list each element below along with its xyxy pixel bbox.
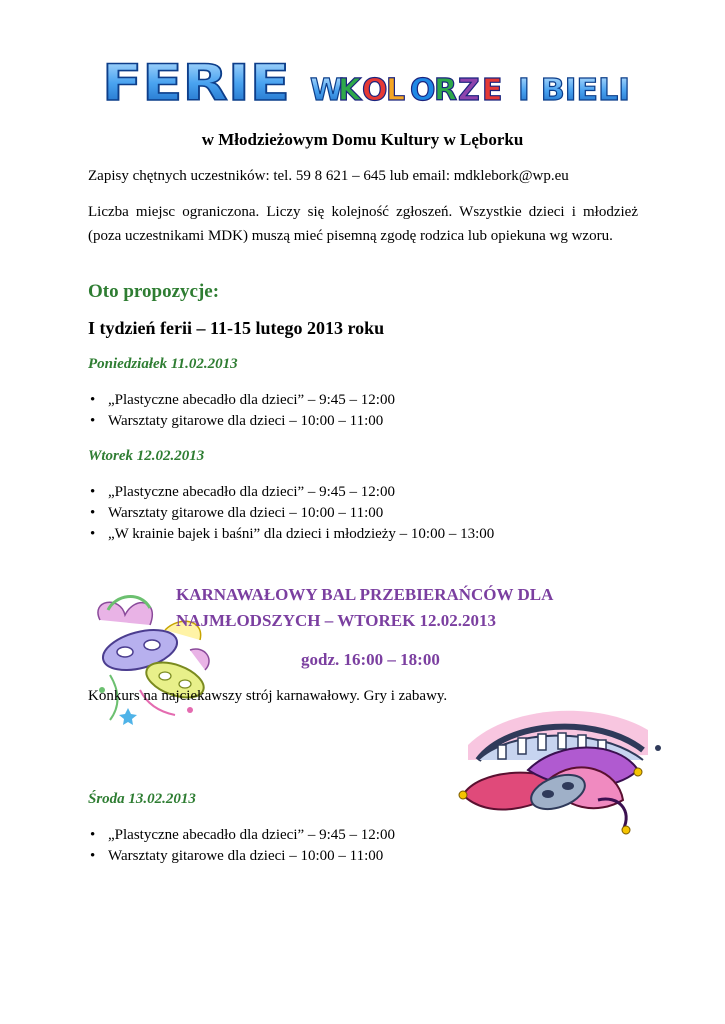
bullet-icon: • bbox=[90, 827, 96, 843]
info-paragraph: Liczba miejsc ograniczona. Liczy się kolejność zgłoszeń. Wszystkie dzieci i młodzież (poza uczestnikami MDK) muszą mieć pisemną zgodę rodzica lub opiekuna wg wzoru. bbox=[88, 204, 638, 244]
subtitle: w Młodzieżowym Domu Kultury w Lęborku bbox=[201, 130, 524, 149]
bullet-icon: • bbox=[90, 392, 96, 408]
venice-carnival-icon bbox=[448, 700, 670, 840]
event-text: „Plastyczne abecadło dla dzieci” – 9:45 – 12:00 bbox=[108, 827, 395, 843]
title-letter: R bbox=[434, 73, 458, 108]
list-item bbox=[88, 411, 395, 432]
ball-time: godz. 16:00 – 18:00 bbox=[301, 650, 440, 669]
day-title-tuesday: Wtorek 12.02.2013 bbox=[88, 448, 205, 464]
offers-heading: Oto propozycje: bbox=[88, 281, 220, 302]
title-ferie: FERIE bbox=[102, 56, 290, 108]
list-item bbox=[88, 482, 494, 503]
bullet-icon: • bbox=[90, 505, 96, 521]
events-tuesday bbox=[88, 482, 494, 545]
title-i-bieli: I BIELI bbox=[518, 73, 630, 108]
title-letter: E bbox=[482, 73, 503, 108]
title-kolorze bbox=[338, 73, 503, 108]
ball-title-line2: NAJMŁODSZYCH – WTOREK 12.02.2013 bbox=[176, 611, 497, 630]
events-monday bbox=[88, 390, 395, 432]
title-letter: L bbox=[386, 73, 406, 108]
list-item bbox=[88, 524, 494, 545]
week-heading: I tydzień ferii – 11-15 lutego 2013 roku bbox=[88, 318, 385, 338]
day-title-monday: Poniedziałek 11.02.2013 bbox=[88, 356, 238, 372]
ball-description: Konkurs na najciekawszy strój karnawałowy. Gry i zabawy. bbox=[88, 688, 448, 704]
event-text: Warsztaty gitarowe dla dzieci – 10:00 – 11:00 bbox=[108, 505, 384, 521]
title-letter: K bbox=[338, 73, 362, 108]
bullet-icon: • bbox=[90, 484, 96, 500]
event-text: „W krainie bajek i baśni” dla dzieci i młodzieży – 10:00 – 13:00 bbox=[108, 526, 495, 542]
bullet-icon: • bbox=[90, 413, 96, 429]
events-wednesday bbox=[88, 825, 395, 867]
contact-line: Zapisy chętnych uczestników: tel. 59 8 621 – 645 lub email: mdklebork@wp.eu bbox=[88, 168, 569, 184]
title-banner bbox=[98, 56, 633, 108]
bullet-icon: • bbox=[90, 526, 96, 542]
event-text: „Plastyczne abecadło dla dzieci” – 9:45 – 12:00 bbox=[108, 392, 395, 408]
title-letter: Z bbox=[458, 73, 480, 108]
title-letter: O bbox=[410, 73, 436, 108]
title-letter: O bbox=[362, 73, 388, 108]
ball-title-line1: KARNAWAŁOWY BAL PRZEBIERAŃCÓW DLA bbox=[176, 585, 554, 604]
event-text: Warsztaty gitarowe dla dzieci – 10:00 – 11:00 bbox=[108, 848, 384, 864]
list-item bbox=[88, 503, 494, 524]
list-item bbox=[88, 390, 395, 411]
title-banner-art bbox=[98, 56, 633, 108]
title-w: W bbox=[310, 73, 344, 108]
day-title-wednesday: Środa 13.02.2013 bbox=[88, 791, 196, 807]
event-text: „Plastyczne abecadło dla dzieci” – 9:45 – 12:00 bbox=[108, 484, 395, 500]
list-item bbox=[88, 846, 395, 867]
list-item bbox=[88, 825, 395, 846]
event-text: Warsztaty gitarowe dla dzieci – 10:00 – 11:00 bbox=[108, 413, 384, 429]
bullet-icon: • bbox=[90, 848, 96, 864]
